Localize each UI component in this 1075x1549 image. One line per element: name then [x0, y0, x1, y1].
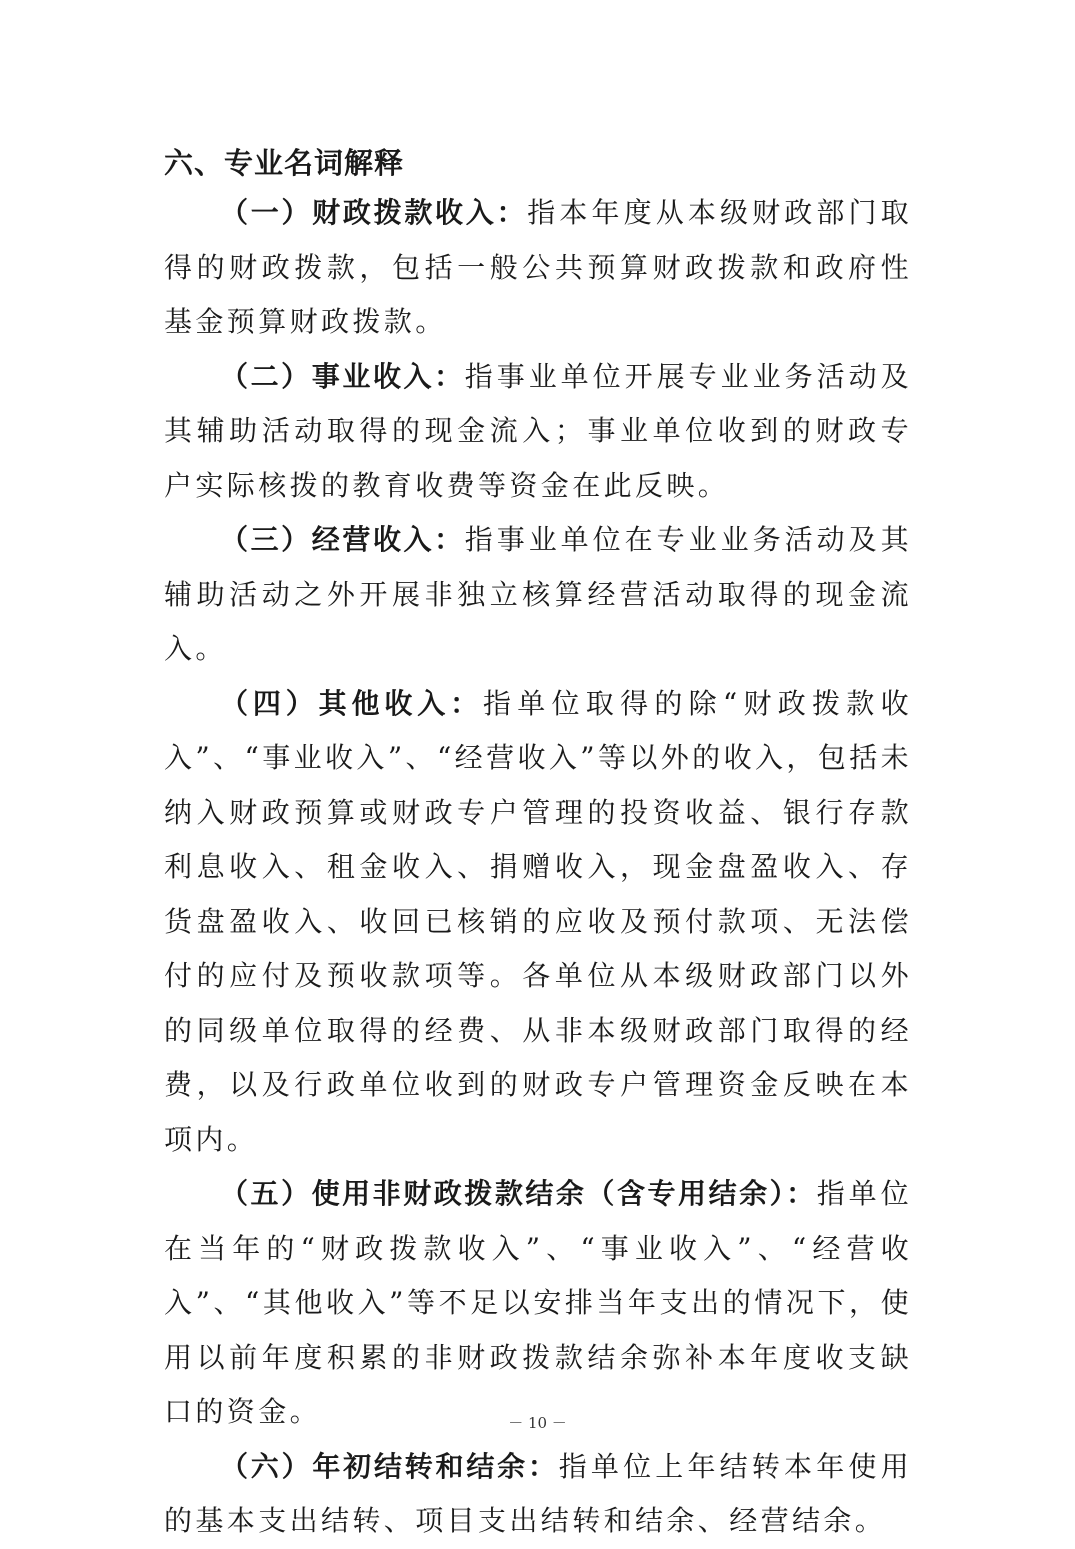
definition-paragraph: [164, 186, 912, 350]
definition-term: （一）财政拨款收入：: [220, 196, 528, 229]
definition-paragraph: [164, 350, 912, 514]
definition-paragraph: [164, 677, 912, 1168]
definition-paragraph: [164, 513, 912, 677]
section-title: 六、专业名词解释: [164, 146, 405, 180]
definition-term: （五）使用非财政拨款结余（含专用结余）：: [220, 1177, 817, 1210]
document-page: [164, 140, 912, 1549]
page-number: － 10 －: [508, 1414, 567, 1432]
definition-text: 指单位在当年的“财政拨款收入”、“事业收入”、“经营收入”、“其他收入”等不足以安排当年支出的情况下，使用以前年度积累的非财政拨款结余弥补本年度收支缺口的资金。: [164, 1177, 912, 1428]
definition-term: （三）经营收入：: [220, 523, 465, 556]
definition-term: （四）其他收入：: [220, 686, 483, 720]
definition-text: 指本年度从本级财政部门取得的财政拨款，包括一般公共预算财政拨款和政府性基金预算财政拨款。: [164, 196, 912, 338]
definition-paragraph: [164, 1167, 912, 1440]
definition-term: （六）年初结转和结余：: [220, 1449, 559, 1483]
definition-text: 指事业单位开展专业业务活动及其辅助活动取得的现金流入；事业单位收到的财政专户实际核拨的教育收费等资金在此反映。: [164, 359, 912, 502]
definition-term: （二）事业收入：: [220, 359, 465, 393]
definition-paragraph: [164, 1440, 912, 1549]
definition-text: 指单位上年结转本年使用的基本支出结转、项目支出结转和结余、经营结余。: [164, 1449, 912, 1537]
definition-text: 指事业单位在专业业务活动及其辅助活动之外开展非独立核算经营活动取得的现金流入。: [164, 523, 912, 665]
definition-text: 指单位取得的除“财政拨款收入”、“事业收入”、“经营收入”等以外的收入，包括未纳入财政预算或财政专户管理的投资收益、银行存款利息收入、租金收入、捐赠收入，现金盘盈收入、存货盘盈收入、收回已核销的应收及预付款项、无法偿付的应付及预收款项等。各单位从本级财政部门以外的同级单位取得的经费、从非本级财政部门取得的经费，以及行政单位收到的财政专户管理资金反映在本项内。: [164, 686, 912, 1156]
